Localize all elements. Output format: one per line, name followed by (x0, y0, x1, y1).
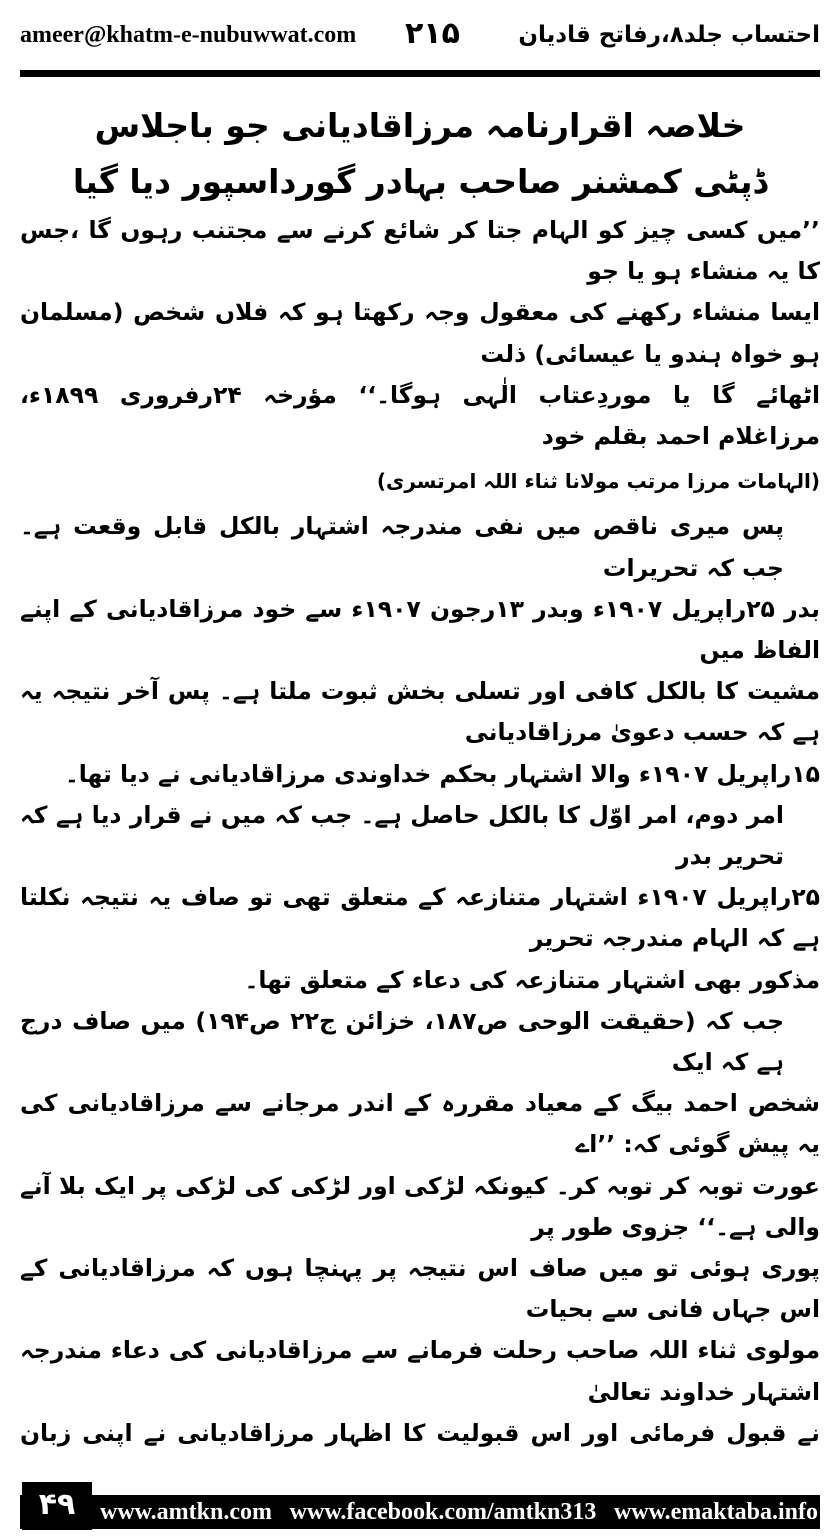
quote-line: ’’میں کسی چیز کو الہام جتا کر شائع کرنے سے مجتنب رہوں گا ،جس کا یہ منشاء ہو یا جو (20, 216, 820, 286)
paragraph-line: مولوی ثناء اللہ صاحب رحلت فرمانے سے مرزاقادیانی کی دعاء مندرجہ اشتہار خداوند تعالیٰ (20, 1336, 820, 1406)
section-title-line-1: خلاصہ اقرارنامہ مرزاقادیانی جو باجلاس (94, 106, 746, 145)
source-note: (الہامات مرزا مرتب مولانا ثناء اللہ امرتسری) (376, 469, 820, 494)
footer-link-amtkn[interactable]: www.amtkn.com (100, 1499, 272, 1525)
section-title-line-2: ڈپٹی کمشنر صاحب بہادر گورداسپور دیا گیا (72, 162, 768, 201)
page-number: ۲۱۵ (405, 16, 460, 51)
paragraph-line: بدر ۲۵راپریل ۱۹۰۷ء وبدر ۱۳رجون ۱۹۰۷ء سے خود مرزاقادیانی کے اپنے الفاظ میں (20, 594, 820, 665)
paragraph-line: ۲۵راپریل ۱۹۰۷ء اشتہار متنازعہ کے متعلق تھی تو صاف یہ نتیجہ نکلتا ہے کہ الہام مندرجہ تحریر (20, 883, 820, 953)
quote-line: ایسا منشاء رکھنے کی معقول وجہ رکھتا ہو کہ فلاں شخص (مسلمان ہو خواہ ہندو یا عیسائی) ذلت (20, 298, 820, 368)
paragraph-1 (20, 506, 820, 794)
paragraph-line: مذکور بھی اشتہار متنازعہ کی دعاء کے متعلق تھا۔ (244, 965, 820, 994)
paragraph-line: مشیت کا بالکل کافی اور تسلی بخش ثبوت ملتا ہے۔ پس آخر نتیجہ یہ ہے کہ حسب دعویٰ مرزاقادیانی (20, 677, 820, 747)
paragraph-2 (20, 795, 820, 1001)
paragraph-line: امر دوم، امر اوّل کا بالکل حاصل ہے۔ جب کہ میں نے قرار دیا ہے کہ تحریر بدر (20, 800, 784, 871)
series-title: احتساب جلد۸،رفاتح قادیان (518, 22, 820, 48)
paragraph-line: ۱۵راپریل ۱۹۰۷ء والا اشتہار بحکم خداوندی مرزاقادیانی نے دیا تھا۔ (64, 759, 820, 788)
header-rule (20, 70, 820, 77)
paragraph-line: پس میری ناقص میں نفی مندرجہ اشتہار بالکل قابل وقعت ہے۔ جب کہ تحریرات (20, 512, 784, 582)
header-email: ameer@khatm-e-nubuwwat.com (20, 22, 357, 48)
page-header (20, 14, 820, 62)
paragraph-line: شخص احمد بیگ کے معیاد مقررہ کے اندر مرجانے سے مرزاقادیانی کی یہ پیش گوئی کہ: ’’اے (20, 1089, 820, 1159)
folio-number: ۴۹ (22, 1482, 92, 1530)
footer-links (100, 1495, 818, 1529)
paragraph-line: پوری ہوئی تو میں صاف اس نتیجہ پر پہنچا ہوں کہ مرزاقادیانی کے اس جہاں فانی سے بحیات (20, 1254, 820, 1324)
footer-link-emaktaba[interactable]: www.emaktaba.info (613, 1499, 818, 1525)
paragraph-line: عورت توبہ کر توبہ کر۔ کیونکہ لڑکی اور لڑکی کی لڑکی پر ایک بلا آنے والی ہے۔‘‘ جزوی طور پر (20, 1171, 820, 1241)
affidavit-quote (20, 210, 820, 457)
paragraph-3 (20, 1001, 820, 1458)
page-body (20, 98, 820, 1458)
paragraph-line: نے قبول فرمائی اور اس قبولیت کا اظہار مرزاقادیانی نے اپنی زبان (20, 1418, 820, 1447)
quote-line: اٹھائے گا یا موردِعتاب الٰہی ہوگا۔‘‘ مؤرخہ ۲۴رفروری ۱۸۹۹ء، مرزاغلام احمد بقلم خود (20, 380, 820, 451)
paragraph-line: جب کہ (حقیقت الوحی ص۱۸۷، خزائن ج۲۲ ص۱۹۴) میں صاف درج ہے کہ ایک (20, 1006, 785, 1077)
footer-link-facebook[interactable]: www.facebook.com/amtkn313 (289, 1499, 597, 1525)
